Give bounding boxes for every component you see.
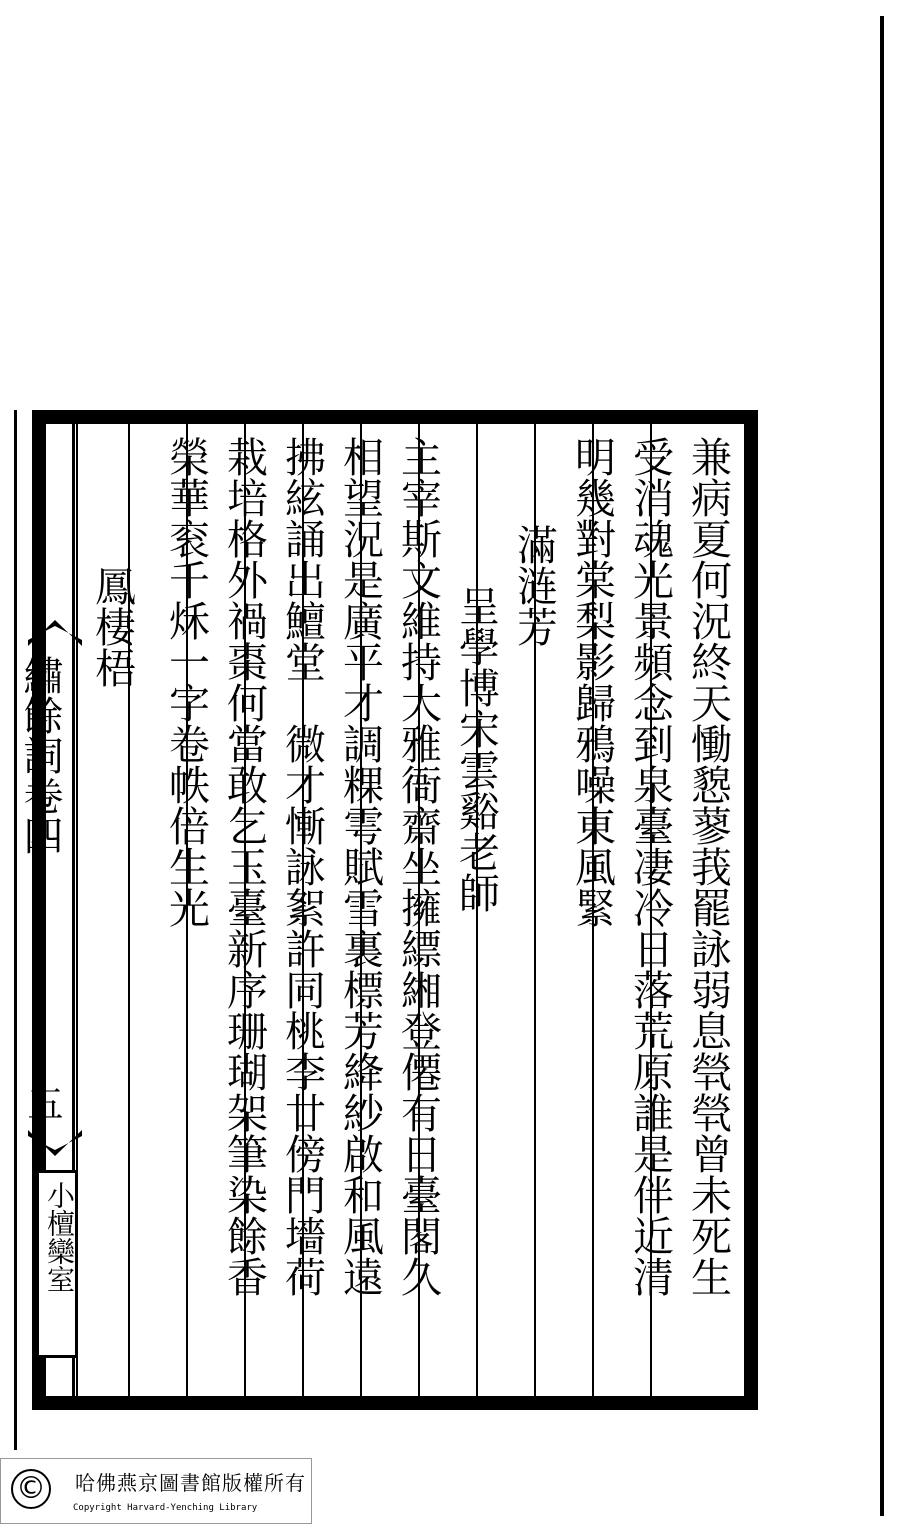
text-column-1: 兼病夏何況終天慟㦝蓼莪罷詠弱息煢煢曾未死生 <box>684 436 732 1297</box>
spine-page-number: 五 <box>22 1085 63 1121</box>
text-frame <box>32 410 758 1410</box>
text-column-3: 明幾對棠梨影歸鴉噪東風緊 <box>568 436 616 928</box>
copyright-icon: © <box>11 1469 51 1509</box>
page-edge-line <box>880 16 884 1516</box>
text-column-4-tune-title: 滿涟芳 <box>510 524 558 647</box>
copyright-chinese: 哈佛燕京圖書館版權所有 <box>75 1471 306 1495</box>
text-column-5-dedication: 呈學博宋雲谿老師 <box>452 544 500 913</box>
text-column-10: 榮華衮千秌一字卷帙倍生光 <box>162 436 210 928</box>
text-column-2: 受消魂光景頻念到泉臺凄冷日落荒原誰是伴近清 <box>626 436 674 1297</box>
text-column-7: 相望況是廣平才調粿雩賦雪裏標芳絳紗啟和風遠 <box>336 436 384 1297</box>
press-name-box <box>36 1170 78 1358</box>
fishtail-mark-lower <box>28 1130 82 1156</box>
press-name: 小檀欒室 <box>43 1181 76 1293</box>
text-column-8: 拂絃誦出鱣堂 微才慚詠絮許同桃李廿傍門墻荷 <box>278 436 326 1297</box>
copyright-english: Copyright Harvard-Yenching Library <box>73 1503 258 1513</box>
text-column-11-tune-title: 鳳棲梧 <box>88 524 136 688</box>
copyright-stamp <box>0 1458 312 1524</box>
spine-book-title: 繡餘詞卷四 <box>17 655 63 855</box>
spine-line <box>14 410 17 1410</box>
text-column-6: 主宰斯文維持大雅衙齋坐擁縹緗登僊有日臺閣久 <box>394 436 442 1297</box>
text-column-9: 栽培格外禍棗何當敢乞玉臺新序珊瑚架筆染餘香 <box>220 436 268 1297</box>
fishtail-mark-upper <box>28 620 82 646</box>
